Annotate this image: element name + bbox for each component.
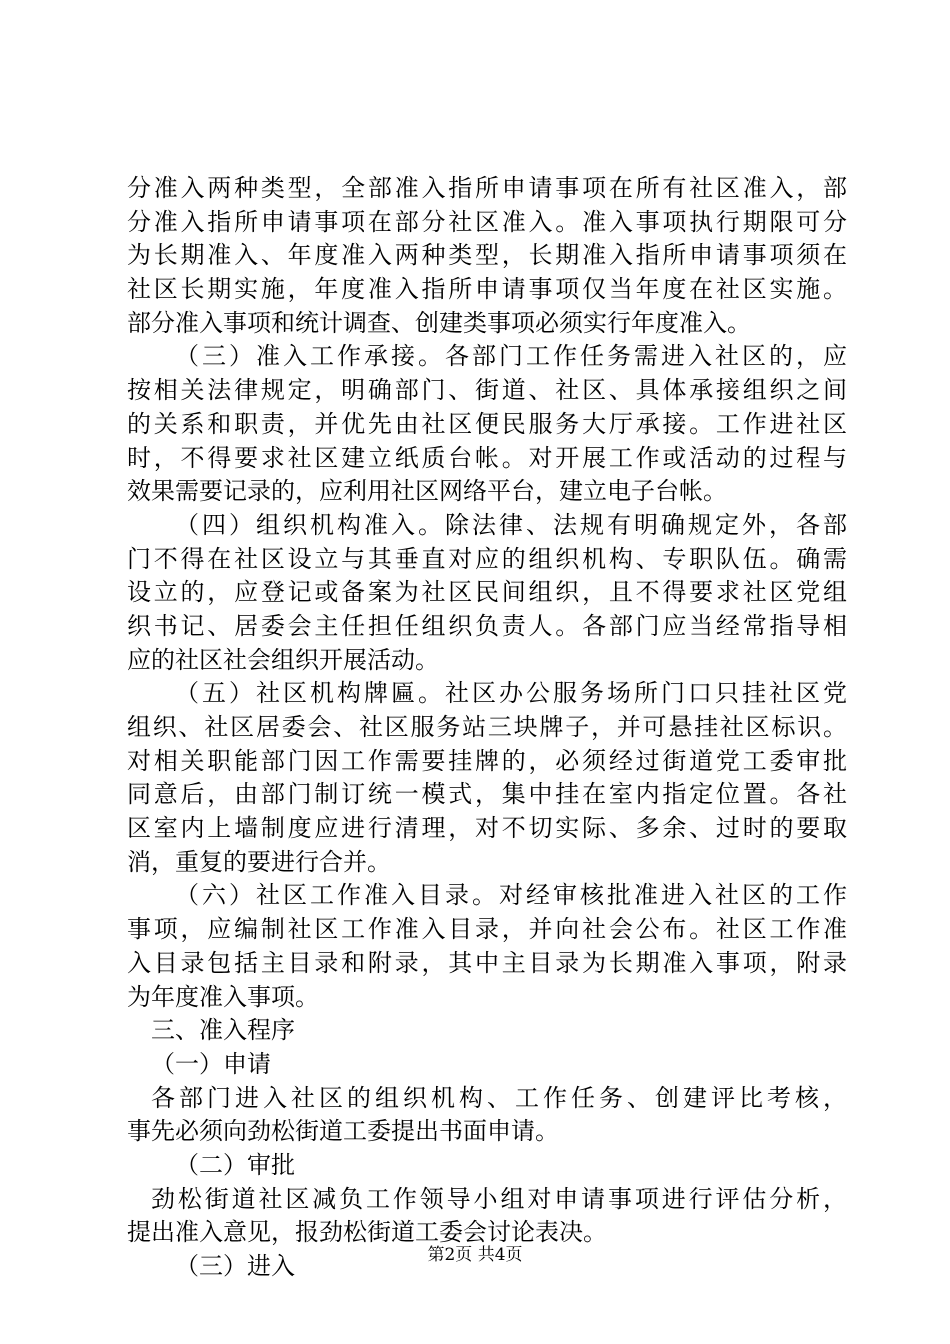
text-line: 时，不得要求社区建立纸质台帐。对开展工作或活动的过程与 <box>127 443 847 472</box>
page-footer: 第2页 共4页 <box>427 1245 523 1265</box>
subsection-heading: （一）申请 <box>151 1049 271 1078</box>
subsection-heading: （三）进入 <box>175 1252 295 1280</box>
text-line: 织书记、居委会主任担任组织负责人。各部门应当经常指导相 <box>127 611 847 640</box>
text-line: （三）准入工作承接。各部门工作任务需进入社区的，应 <box>175 342 847 371</box>
text-line: 分准入两种类型，全部准入指所申请事项在所有社区准入，部 <box>127 174 847 202</box>
text-line: 社区长期实施，年度准入指所申请事项仅当年度在社区实施。 <box>127 275 847 304</box>
text-line: 的关系和职责，并优先由社区便民服务大厅承接。工作进社区 <box>127 409 847 438</box>
text-line: 事项，应编制社区工作准入目录，并向社会公布。社区工作准 <box>127 915 847 944</box>
text-line: 效果需要记录的，应利用社区网络平台，建立电子台帐。 <box>127 477 727 506</box>
text-line: 分准入指所申请事项在部分社区准入。准入事项执行期限可分 <box>127 207 847 236</box>
text-line: 同意后，由部门制订统一模式，集中挂在室内指定位置。各社 <box>127 780 847 809</box>
text-line: 区室内上墙制度应进行清理，对不切实际、多余、过时的要取 <box>127 814 847 843</box>
document-body <box>127 172 847 1284</box>
text-line: 门不得在社区设立与其垂直对应的组织机构、专职队伍。确需 <box>127 544 847 573</box>
text-line: （五）社区机构牌匾。社区办公服务场所门口只挂社区党 <box>175 679 847 708</box>
text-line: 部分准入事项和统计调查、创建类事项必须实行年度准入。 <box>127 308 751 337</box>
text-line: 应的社区社会组织开展活动。 <box>127 645 439 674</box>
text-line: 劲松街道社区减负工作领导小组对申请事项进行评估分析， <box>151 1184 847 1213</box>
text-line: 事先必须向劲松街道工委提出书面申请。 <box>127 1117 559 1146</box>
text-line: 入目录包括主目录和附录，其中主目录为长期准入事项，附录 <box>127 948 847 977</box>
text-line: （四）组织机构准入。除法律、法规有明确规定外，各部 <box>175 510 847 539</box>
text-line: （六）社区工作准入目录。对经审核批准进入社区的工作 <box>175 881 847 910</box>
section-heading: 三、准入程序 <box>151 1016 295 1045</box>
text-line: 提出准入意见，报劲松街道工委会讨论表决。 <box>127 1218 607 1247</box>
text-line: 为年度准入事项。 <box>127 982 319 1011</box>
text-line: 为长期准入、年度准入两种类型，长期准入指所申请事项须在 <box>127 241 847 270</box>
text-line: 组织、社区居委会、社区服务站三块牌子，并可悬挂社区标识。 <box>127 713 847 741</box>
text-line: 消，重复的要进行合并。 <box>127 847 391 876</box>
text-line: 设立的，应登记或备案为社区民间组织，且不得要求社区党组 <box>127 578 847 607</box>
text-line: 按相关法律规定，明确部门、街道、社区、具体承接组织之间 <box>127 376 847 405</box>
text-line: 各部门进入社区的组织机构、工作任务、创建评比考核， <box>151 1083 847 1112</box>
text-line: 对相关职能部门因工作需要挂牌的，必须经过街道党工委审批 <box>127 746 847 775</box>
subsection-heading: （二）审批 <box>175 1150 295 1179</box>
